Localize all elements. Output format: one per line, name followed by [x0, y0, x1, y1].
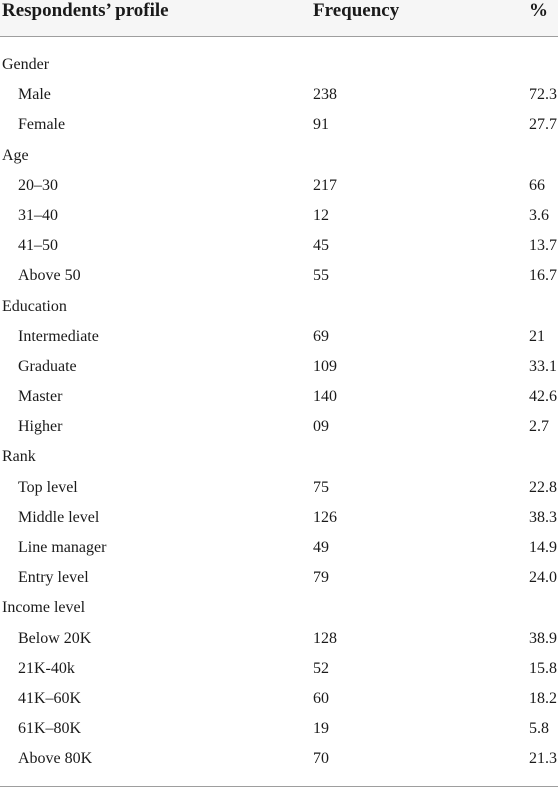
header-frequency: Frequency — [313, 0, 400, 21]
table-body — [0, 50, 558, 775]
frequency-cell: 79 — [313, 569, 329, 587]
frequency-cell: 49 — [313, 539, 329, 556]
row-label: Line manager — [18, 539, 107, 556]
percent-cell: 15.8 — [529, 659, 557, 677]
table-row — [0, 261, 558, 291]
row-label: Above 80K — [18, 750, 93, 768]
percent-cell: 2.7 — [529, 418, 549, 436]
table-row — [0, 563, 558, 593]
percent-cell: 33.1 — [529, 357, 557, 375]
frequency-cell: 12 — [313, 206, 329, 224]
frequency-cell: 60 — [313, 689, 329, 707]
table-row — [0, 654, 558, 684]
group-label: Age — [2, 146, 29, 164]
table-row — [0, 684, 558, 714]
frequency-cell: 91 — [313, 116, 329, 134]
percent-cell: 5.8 — [529, 720, 549, 738]
row-label: Master — [18, 388, 63, 406]
percent-cell: 66 — [529, 176, 545, 194]
table-group-row — [0, 442, 558, 472]
percent-cell: 21 — [529, 327, 545, 345]
percent-cell: 72.3 — [529, 86, 557, 104]
frequency-cell: 238 — [313, 86, 337, 104]
frequency-cell: 109 — [313, 357, 337, 375]
frequency-cell: 55 — [313, 267, 329, 285]
group-label: Rank — [2, 448, 36, 466]
header-percent: % — [529, 0, 548, 21]
table-group-row — [0, 141, 558, 171]
frequency-cell: 70 — [313, 750, 329, 768]
percent-cell: 42.6 — [529, 388, 557, 406]
row-label: 20–30 — [18, 176, 58, 194]
table-row — [0, 231, 558, 261]
percent-cell: 14.9 — [529, 539, 557, 556]
percent-cell: 21.3 — [529, 750, 557, 768]
percent-cell: 38.9 — [529, 629, 557, 647]
frequency-cell: 52 — [313, 659, 329, 677]
row-label: 41–50 — [18, 237, 58, 255]
group-label: Gender — [2, 56, 50, 73]
table-row — [0, 503, 558, 533]
frequency-cell: 45 — [313, 237, 329, 255]
table-row — [0, 352, 558, 382]
row-label: Top level — [18, 478, 78, 496]
frequency-cell: 217 — [313, 176, 337, 194]
percent-cell: 24.0 — [529, 569, 557, 587]
table-row — [0, 322, 558, 352]
row-label: 31–40 — [18, 206, 58, 224]
row-label: Below 20K — [18, 629, 92, 647]
percent-cell: 18.2 — [529, 689, 557, 707]
table-bottom-rule — [0, 786, 558, 787]
row-label: 61K–80K — [18, 720, 82, 738]
percent-cell: 16.7 — [529, 267, 557, 285]
frequency-cell: 126 — [313, 508, 337, 526]
percent-cell: 22.8 — [529, 478, 557, 496]
table-row — [0, 412, 558, 442]
table-header — [0, 0, 558, 37]
row-label: Female — [18, 116, 66, 134]
row-label: Entry level — [18, 569, 89, 587]
table-row — [0, 382, 558, 412]
table-row — [0, 714, 558, 744]
table-group-row — [0, 292, 558, 322]
table-row — [0, 110, 558, 140]
percent-cell: 38.3 — [529, 508, 557, 526]
group-label: Education — [2, 297, 67, 315]
table-row — [0, 171, 558, 201]
table-group-row — [0, 593, 558, 623]
percent-cell: 27.7 — [529, 116, 557, 134]
table-row — [0, 473, 558, 503]
frequency-cell: 69 — [313, 327, 329, 345]
frequency-cell: 128 — [313, 629, 337, 647]
row-label: Above 50 — [18, 267, 81, 285]
row-label: Intermediate — [18, 327, 99, 345]
table-group-row — [0, 50, 558, 80]
row-label: Middle level — [18, 508, 100, 526]
row-label: 41K–60K — [18, 689, 82, 707]
table-row — [0, 201, 558, 231]
frequency-cell: 140 — [313, 388, 337, 406]
frequency-cell: 09 — [313, 418, 329, 436]
table-row — [0, 624, 558, 654]
percent-cell: 3.6 — [529, 206, 549, 224]
percent-cell: 13.7 — [529, 237, 557, 255]
header-profile: Respondents’ profile — [2, 0, 169, 21]
frequency-cell: 75 — [313, 478, 329, 496]
group-label: Income level — [2, 599, 86, 617]
row-label: 21K-40k — [18, 659, 75, 677]
table-row — [0, 80, 558, 110]
row-label: Higher — [18, 418, 63, 436]
table-row — [0, 744, 558, 774]
frequency-cell: 19 — [313, 720, 329, 738]
table-row — [0, 533, 558, 563]
row-label: Male — [18, 86, 51, 104]
row-label: Graduate — [18, 357, 77, 375]
